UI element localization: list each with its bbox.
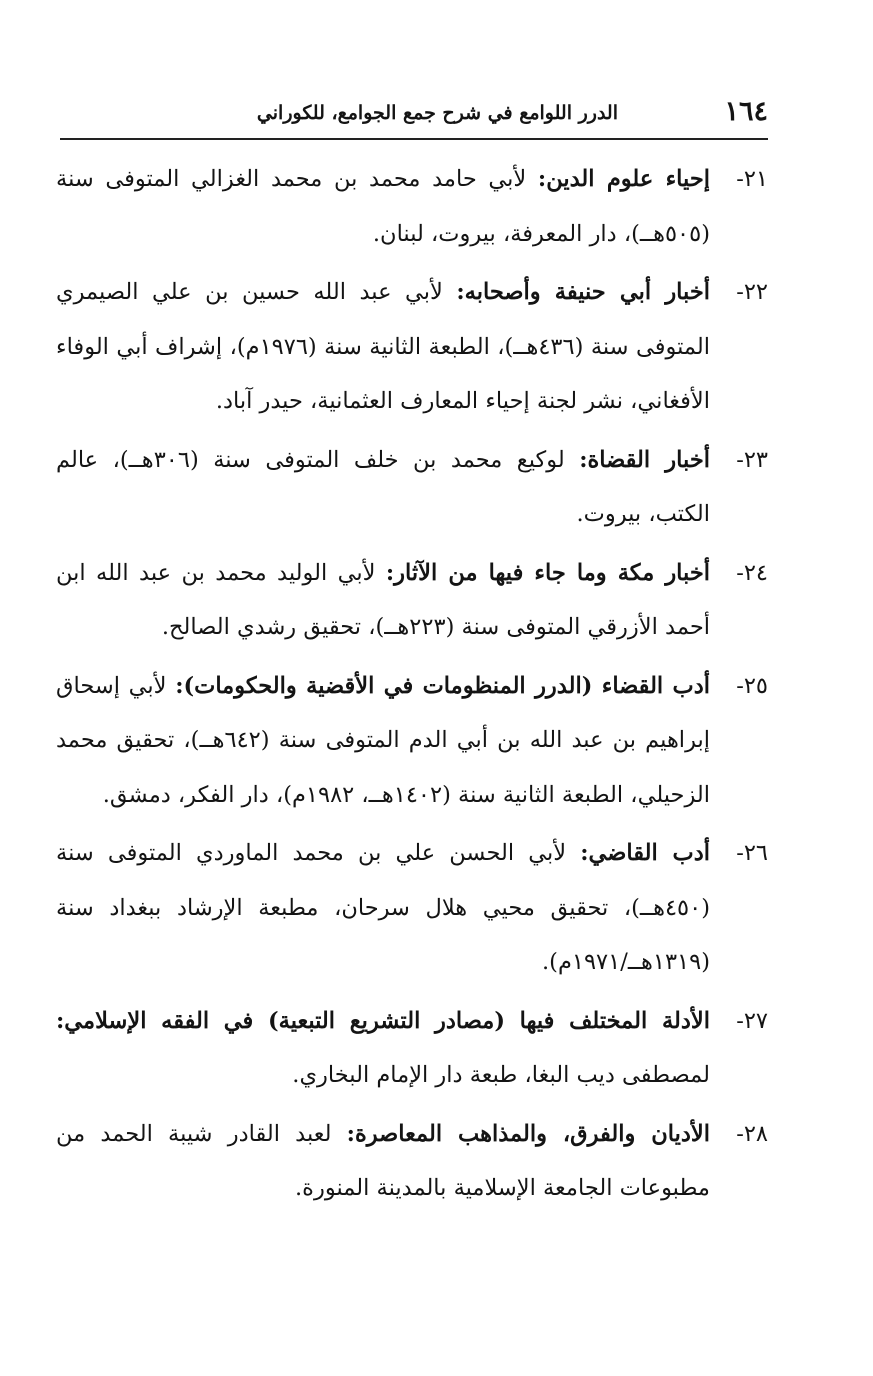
page-number: ١٦٤ [724, 96, 768, 127]
reference-text: لأبي الوليد محمد بن عبد الله ابن أحمد الأزرقي المتوفى سنة (٢٢٣هــ)، تحقيق رشدي الصالح. [56, 559, 710, 640]
reference-number: ٢٨- [736, 1120, 768, 1147]
reference-title: أخبار أبي حنيفة وأصحابه: [456, 279, 710, 305]
reference-title: إحياء علوم الدين: [537, 166, 710, 192]
page-header [60, 92, 768, 132]
header-divider [60, 138, 768, 140]
reference-text: لأبي حامد محمد بن محمد الغزالي المتوفى سنة (٥٠٥هــ)، دار المعرفة، بيروت، لبنان. [56, 166, 710, 247]
reference-item [56, 265, 768, 429]
reference-title: الأديان والفرق، والمذاهب المعاصرة: [346, 1120, 710, 1147]
reference-text: لأبي إسحاق إبراهيم بن عبد الله بن أبي الدم المتوفى سنة (٦٤٢هــ)، تحقيق محمد الزحيلي، الطبعة الثانية سنة (١٤٠٢هــ، ١٩٨٢م)، دار الفكر، دمشق. [56, 672, 710, 808]
reference-item [56, 546, 768, 655]
reference-text: لأبي عبد الله حسين بن علي الصيمري المتوفى سنة (٤٣٦هــ)، الطبعة الثانية سنة (١٩٧٦م)، إشراف أبي الوفاء الأفغاني، نشر لجنة إحياء المعارف العثمانية، حيدر آباد. [56, 279, 710, 414]
reference-item [56, 994, 768, 1103]
reference-item [56, 826, 768, 990]
reference-number: ٢١- [736, 166, 768, 192]
reference-text: لوكيع محمد بن خلف المتوفى سنة (٣٠٦هــ)، عالم الكتب، بيروت. [56, 446, 710, 527]
reference-number: ٢٤- [736, 559, 768, 586]
reference-text: لأبي الحسن علي بن محمد الماوردي المتوفى سنة (٤٥٠هــ)، تحقيق محيي هلال سرحان، مطبعة الإرشاد ببغداد سنة (١٣١٩هــ/١٩٧١م). [56, 840, 710, 975]
reference-number: ٢٢- [736, 279, 768, 305]
reference-item [56, 659, 768, 823]
reference-item [56, 433, 768, 542]
reference-title: أخبار القضاة: [579, 446, 710, 473]
reference-item [56, 152, 768, 261]
running-title: الدرر اللوامع في شرح جمع الجوامع، للكوراني [256, 102, 618, 124]
reference-number: ٢٣- [736, 446, 768, 473]
reference-text: لعبد القادر شيبة الحمد من مطبوعات الجامعة الإسلامية بالمدينة المنورة. [56, 1120, 710, 1201]
reference-title: أدب القاضي: [580, 840, 710, 866]
reference-title: أخبار مكة وما جاء فيها من الآثار: [385, 559, 710, 586]
reference-number: ٢٥- [736, 672, 768, 699]
reference-number: ٢٦- [736, 840, 768, 866]
reference-item [56, 1107, 768, 1216]
reference-number: ٢٧- [736, 1007, 768, 1034]
reference-title: أدب القضاء (الدرر المنظومات في الأقضية والحكومات): [175, 672, 710, 699]
reference-text: لمصطفى ديب البغا، طبعة دار الإمام البخاري. [292, 1062, 710, 1088]
reference-list [56, 152, 768, 1220]
reference-title: الأدلة المختلف فيها (مصادر التشريع التبعية) في الفقه الإسلامي: [56, 1007, 710, 1034]
